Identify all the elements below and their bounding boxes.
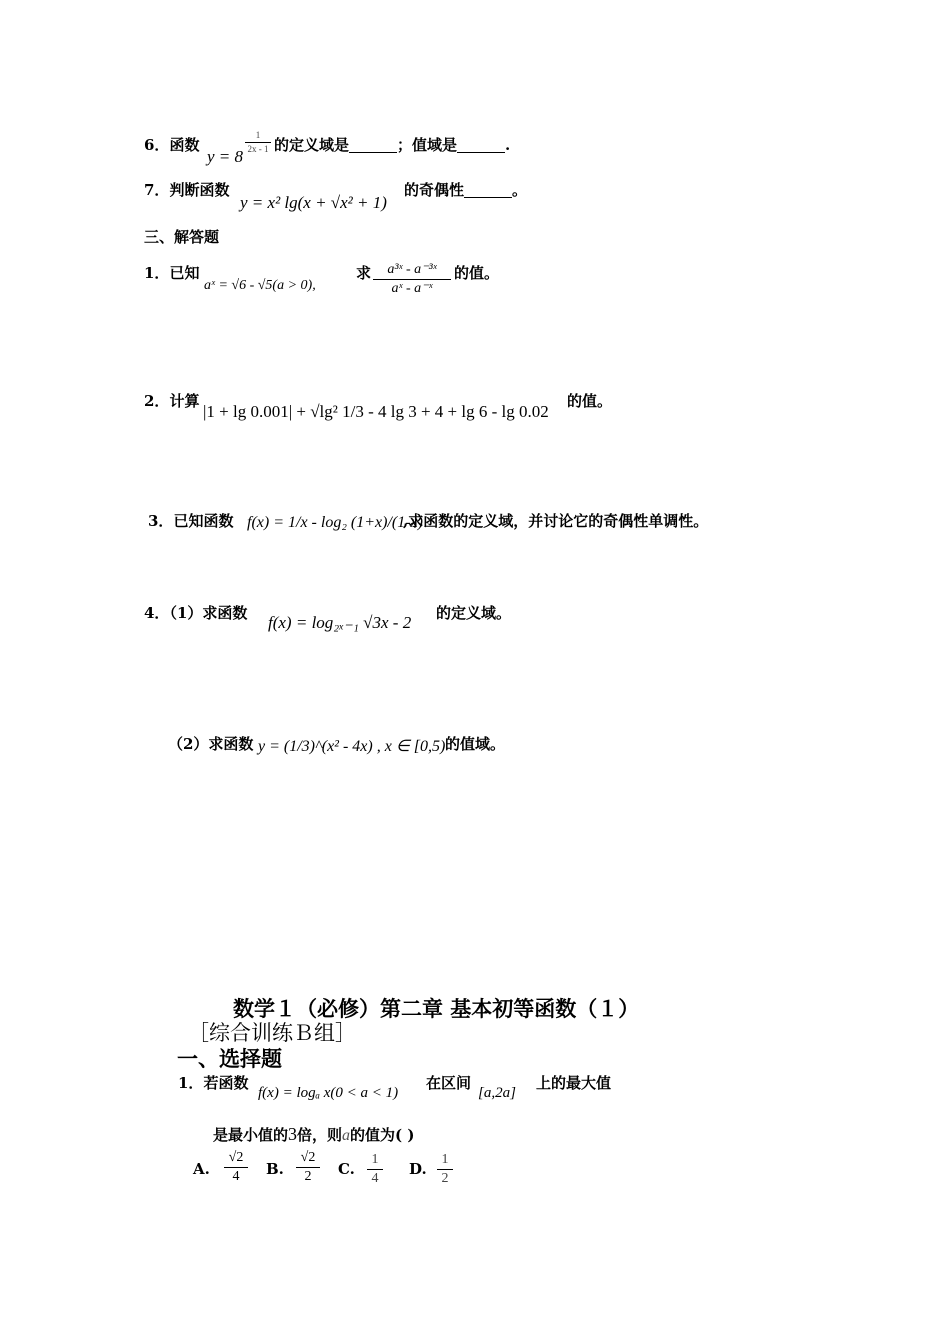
choice-question-1-line-2: 是最小值的3倍，则a的值为( ) [213,1124,415,1144]
option-a-value: √2 4 [224,1151,248,1184]
question-6-tail: 的定义域是 ；值域是 . [274,136,511,154]
formula-log-expression: |1 + lg 0.001| + √lg² 1/3 - 4 lg 3 + 4 + lg 6 - lg 0.02 [203,402,549,421]
option-d[interactable]: D. [409,1160,427,1178]
choice-question-1: 1．若函数 [178,1074,249,1092]
option-c[interactable]: C. [338,1160,355,1178]
answer-question-4-part-2: （2）求函数 [168,735,254,753]
formula-exponential: y = (1/3)^(x² - 4x) , x ∈ [0,5) [258,738,446,755]
section-heading: 一、选择题 [177,1046,282,1071]
answer-blank[interactable] [457,138,505,153]
formula-log-function: f(x) = logₐ x(0 < a < 1) [258,1085,399,1101]
question-label: 求 [356,264,372,282]
answer-blank[interactable] [349,138,397,153]
group-title: ［综合训练Ｂ组］ [188,1021,356,1045]
option-a[interactable]: A. [193,1160,210,1178]
formula-parity: y = x² lg(x + √x² + 1) [240,193,387,212]
option-c-value: 1 4 [367,1153,383,1186]
answer-question-2: 2．计算 [144,392,200,410]
answer-question-3: 3．已知函数 [148,512,234,530]
question-label: 函数 [169,136,200,154]
question-tail: 的值域。 [445,735,506,753]
question-tail: 的值。 [454,264,500,282]
question-label: 在区间 [426,1074,472,1092]
question-tail: 的定义域。 [436,604,512,622]
question-tail: 的值。 [567,392,613,410]
answer-question-1: 1．已知 [144,264,200,282]
option-d-value: 1 2 [437,1153,453,1186]
exponent-fraction: 1 2x - 1 [245,131,271,154]
option-b[interactable]: B. [266,1160,284,1178]
question-tail: 上的最大值 [536,1074,612,1092]
formula-condition: aˣ = √6 - √5(a > 0), [204,278,316,293]
formula-fraction: a³ˣ - a⁻³ˣ aˣ - a⁻ˣ [373,263,451,296]
question-number: 6． [144,136,170,154]
formula-y-eq-8: y = 8 [207,147,244,166]
section-heading: 三、解答题 [144,228,220,246]
answer-question-4: 4．（1）求函数 [144,604,248,622]
question-7-tail: 的奇偶性 。 [404,181,528,199]
formula-function: f(x) = 1/x - log₂ (1+x)/(1-x) [247,514,423,531]
question-7: 7．判断函数 [144,181,230,199]
formula-log-domain: f(x) = log₂ₓ₋₁ √3x - 2 [268,613,412,632]
question-6 [144,138,199,153]
formula-interval: [a,2a] [478,1085,516,1101]
question-tail: ,求函数的定义域，并讨论它的奇偶性单调性。 [403,512,709,530]
chapter-title: 数学１（必修）第二章 基本初等函数（１） [233,996,640,1021]
option-b-value: √2 2 [296,1151,320,1184]
answer-blank[interactable] [464,183,512,198]
